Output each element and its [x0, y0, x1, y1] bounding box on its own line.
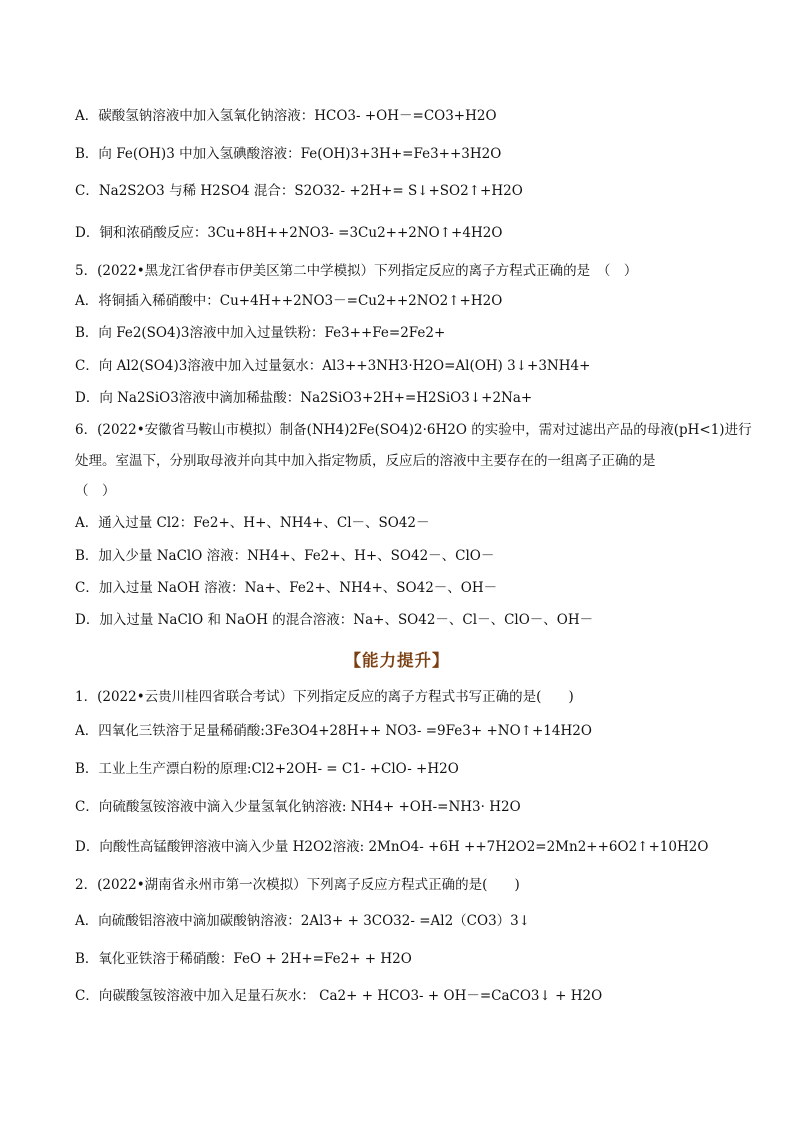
section-title: 【能力提升】	[344, 651, 450, 670]
q6-option-c: C．加入过量 NaOH 溶液：Na+、Fe2+、NH4+、SO42－、OH－	[75, 580, 498, 596]
question-6-stem-line1: 6．(2022•安徽省马鞍山市模拟）制备(NH4)2Fe(SO4)2·6H2O 的实验中，需对过滤出产品的母液(pH<1)进行	[75, 422, 752, 438]
question-6-stem-line2: 处理。室温下，分别取母液并向其中加入指定物质，反应后的溶液中主要存在的一组离子正确的是	[75, 453, 656, 469]
q2-option-c: C．向碳酸氢铵溶液中加入足量石灰水： Ca2+ + HCO3- + OH－=CaCO3↓ + H2O	[75, 988, 603, 1004]
q5-option-d: D．向 Na2SiO3溶液中滴加稀盐酸：Na2SiO3+2H+=H2SiO3↓+2Na+	[75, 390, 533, 406]
q1-option-d: D．向酸性高锰酸钾溶液中滴入少量 H2O2溶液: 2MnO4- +6H ++7H2O2=2Mn2++6O2↑+10H2O	[75, 839, 709, 855]
question-1-stem: 1．(2022•云贵川桂四省联合考试）下列指定反应的离子方程式书写正确的是( )	[75, 689, 574, 705]
q6-option-b: B．加入少量 NaClO 溶液：NH4+、Fe2+、H+、SO42－、ClO－	[75, 548, 495, 564]
q1-option-b: B．工业上生产漂白粉的原理:Cl2+2OH- = C1- +ClO- +H2O	[75, 761, 459, 777]
q5-option-b: B．向 Fe2(SO4)3溶液中加入过量铁粉：Fe3++Fe=2Fe2+	[75, 325, 446, 341]
question-2-stem: 2．(2022•湖南省永州市第一次模拟）下列离子反应方程式正确的是( )	[75, 877, 520, 893]
q1-option-a: A．四氧化三铁溶于足量稀硝酸:3Fe3O4+28H++ NO3- =9Fe3+ +NO↑+14H2O	[75, 723, 592, 739]
option-d-line: D．铜和浓硝酸反应：3Cu+8H++2NO3- =3Cu2++2NO↑+4H2O	[75, 225, 503, 241]
option-c-line: C．Na2S2O3 与稀 H2SO4 混合：S2O32- +2H+= S↓+SO2↑+H2O	[75, 183, 523, 199]
question-5-stem: 5．(2022•黑龙江省伊春市伊美区第二中学模拟）下列指定反应的离子方程式正确的是 （ ）	[75, 263, 638, 279]
q2-option-a: A．向硫酸铝溶液中滴加碳酸钠溶液：2Al3+ + 3CO32- =Al2（CO3）3↓	[75, 913, 531, 929]
q5-option-a: A．将铜插入稀硝酸中：Cu+4H++2NO3－=Cu2++2NO2↑+H2O	[75, 293, 503, 309]
q1-option-c: C．向硫酸氢铵溶液中滴入少量氢氧化钠溶液: NH4+ +OH-=NH3· H2O	[75, 799, 521, 815]
q5-option-c: C．向 Al2(SO4)3溶液中加入过量氨水：Al3++3NH3·H2O=Al(OH) 3↓+3NH4+	[75, 358, 591, 374]
q2-option-b: B．氧化亚铁溶于稀硝酸：FeO + 2H+=Fe2+ + H2O	[75, 951, 412, 967]
q6-option-a: A．通入过量 Cl2：Fe2+、H+、NH4+、Cl－、SO42－	[75, 515, 430, 531]
question-6-blank: （ ）	[75, 483, 116, 499]
q6-option-d: D．加入过量 NaClO 和 NaOH 的混合溶液：Na+、SO42－、Cl－、ClO－、OH－	[75, 612, 594, 628]
option-a-line: A．碳酸氢钠溶液中加入氢氧化钠溶液：HCO3- +OH－=CO3+H2O	[75, 108, 497, 124]
option-b-line: B．向 Fe(OH)3 中加入氢碘酸溶液：Fe(OH)3+3H+=Fe3++3H2O	[75, 146, 502, 162]
